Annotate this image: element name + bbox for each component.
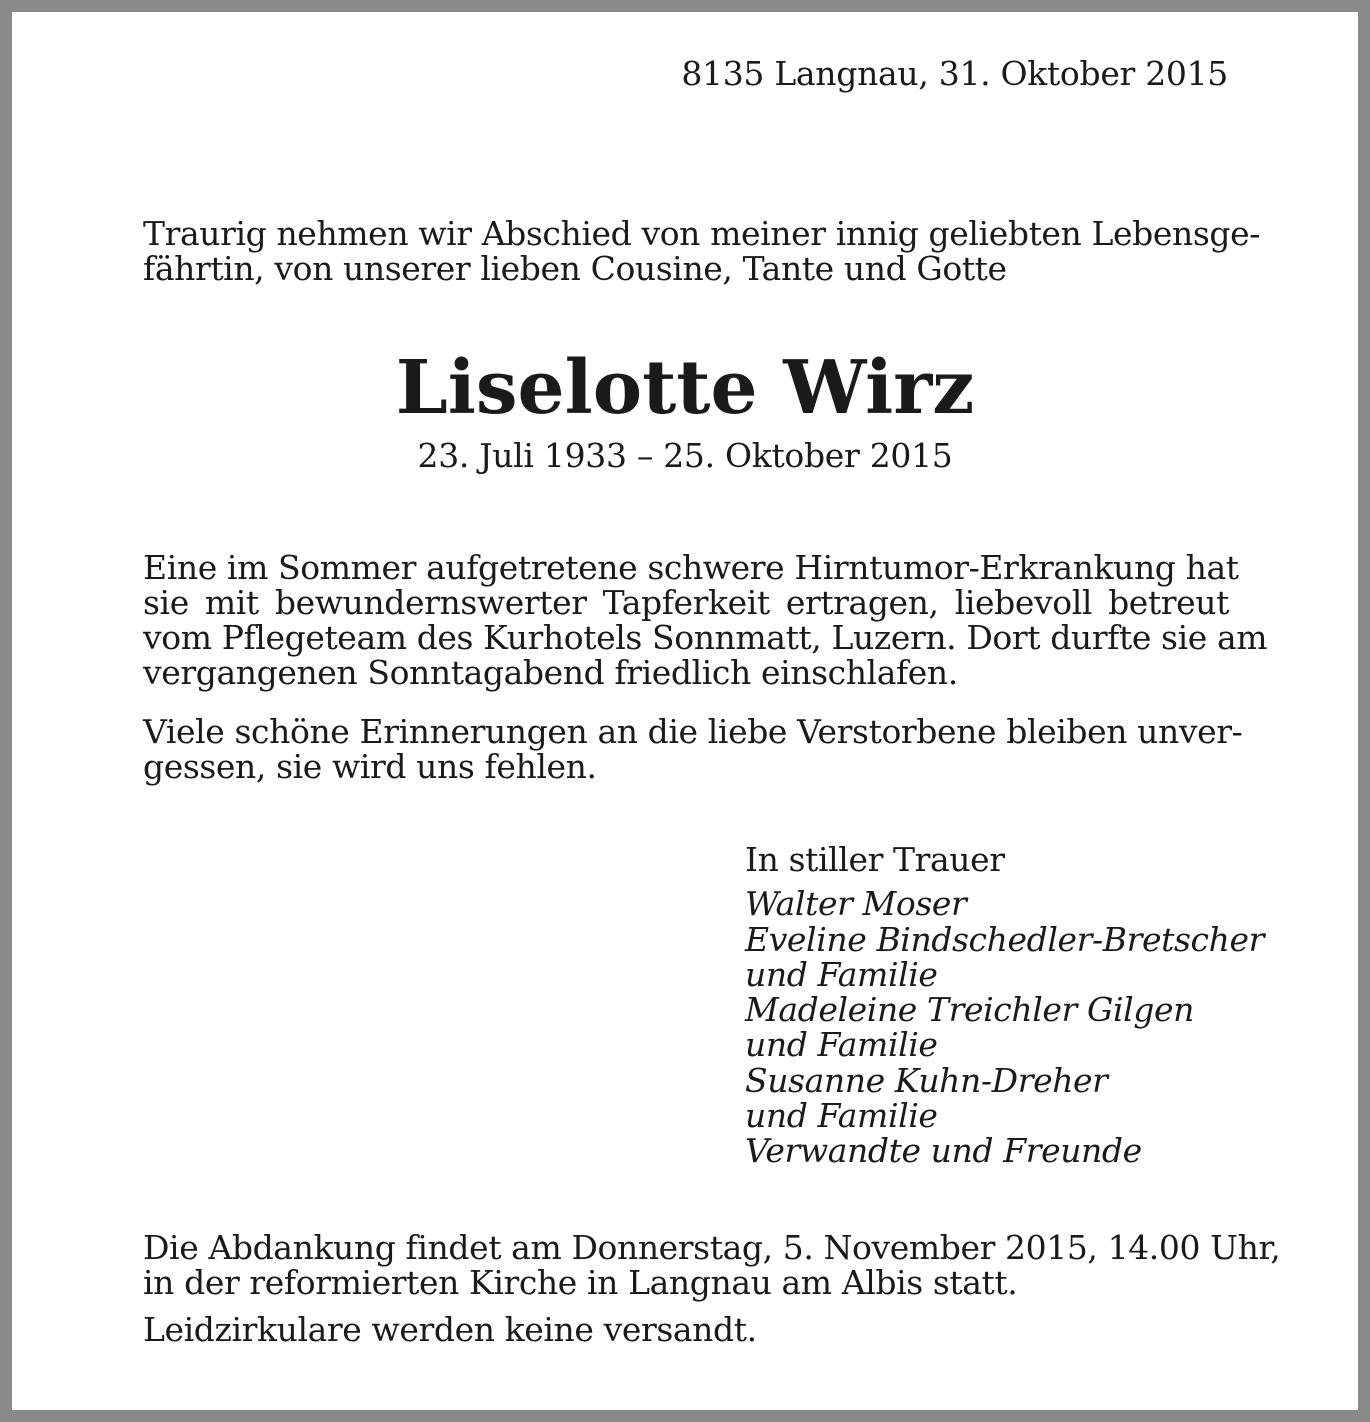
mourners-heading: In stiller Trauer [745, 840, 1005, 879]
intro-line: fährtin, von unserer lieben Cousine, Tante und Gotte [143, 249, 1007, 288]
mourners-list [745, 884, 1264, 1171]
paragraph-line: sie mit bewundernswerter Tapferkeit ertragen, liebevoll betreut [143, 583, 1229, 622]
paragraph-memories [143, 712, 1243, 786]
intro-text [143, 214, 1260, 288]
paragraph-line: Eine im Sommer aufgetretene schwere Hirntumor-Erkrankung hat [143, 548, 1239, 587]
place-date: 8135 Langnau, 31. Oktober 2015 [681, 54, 1228, 93]
paragraph-line: vergangenen Sonntagabend friedlich einschlafen. [143, 653, 958, 692]
mourner-name: Madeleine Treichler Gilgen [745, 990, 1194, 1030]
paragraph-line: gessen, sie wird uns fehlen. [143, 747, 597, 786]
deceased-name: Liselotte Wirz [395, 345, 975, 431]
paragraph-illness [143, 548, 1268, 692]
mourner-name: und Familie [745, 954, 938, 994]
service-info [143, 1228, 1281, 1302]
mourner-name: Walter Moser [745, 884, 967, 924]
closing-note: Leidzirkulare werden keine versandt. [143, 1310, 757, 1349]
life-dates: 23. Juli 1933 – 25. Oktober 2015 [417, 436, 953, 475]
mourner-name: Verwandte und Freunde [745, 1131, 1142, 1171]
mourners-block [745, 842, 1264, 1169]
mourner-name: und Familie [745, 1025, 938, 1065]
service-line: in der reformierten Kirche in Langnau am Albis statt. [143, 1263, 1018, 1302]
service-line: Die Abdankung findet am Donnerstag, 5. November 2015, 14.00 Uhr, [143, 1228, 1281, 1267]
paragraph-line: Viele schöne Erinnerungen an die liebe Verstorbene bleiben unver- [143, 712, 1243, 751]
intro-line: Traurig nehmen wir Abschied von meiner innig geliebten Lebensge- [143, 214, 1260, 253]
mourner-name: Susanne Kuhn-Dreher [745, 1060, 1108, 1100]
mourner-name: und Familie [745, 1096, 938, 1136]
paragraph-line: vom Pflegeteam des Kurhotels Sonnmatt, Luzern. Dort durfte sie am [143, 618, 1268, 657]
obituary-page [12, 12, 1358, 1410]
mourner-name: Eveline Bindschedler-Bretscher [745, 919, 1264, 959]
